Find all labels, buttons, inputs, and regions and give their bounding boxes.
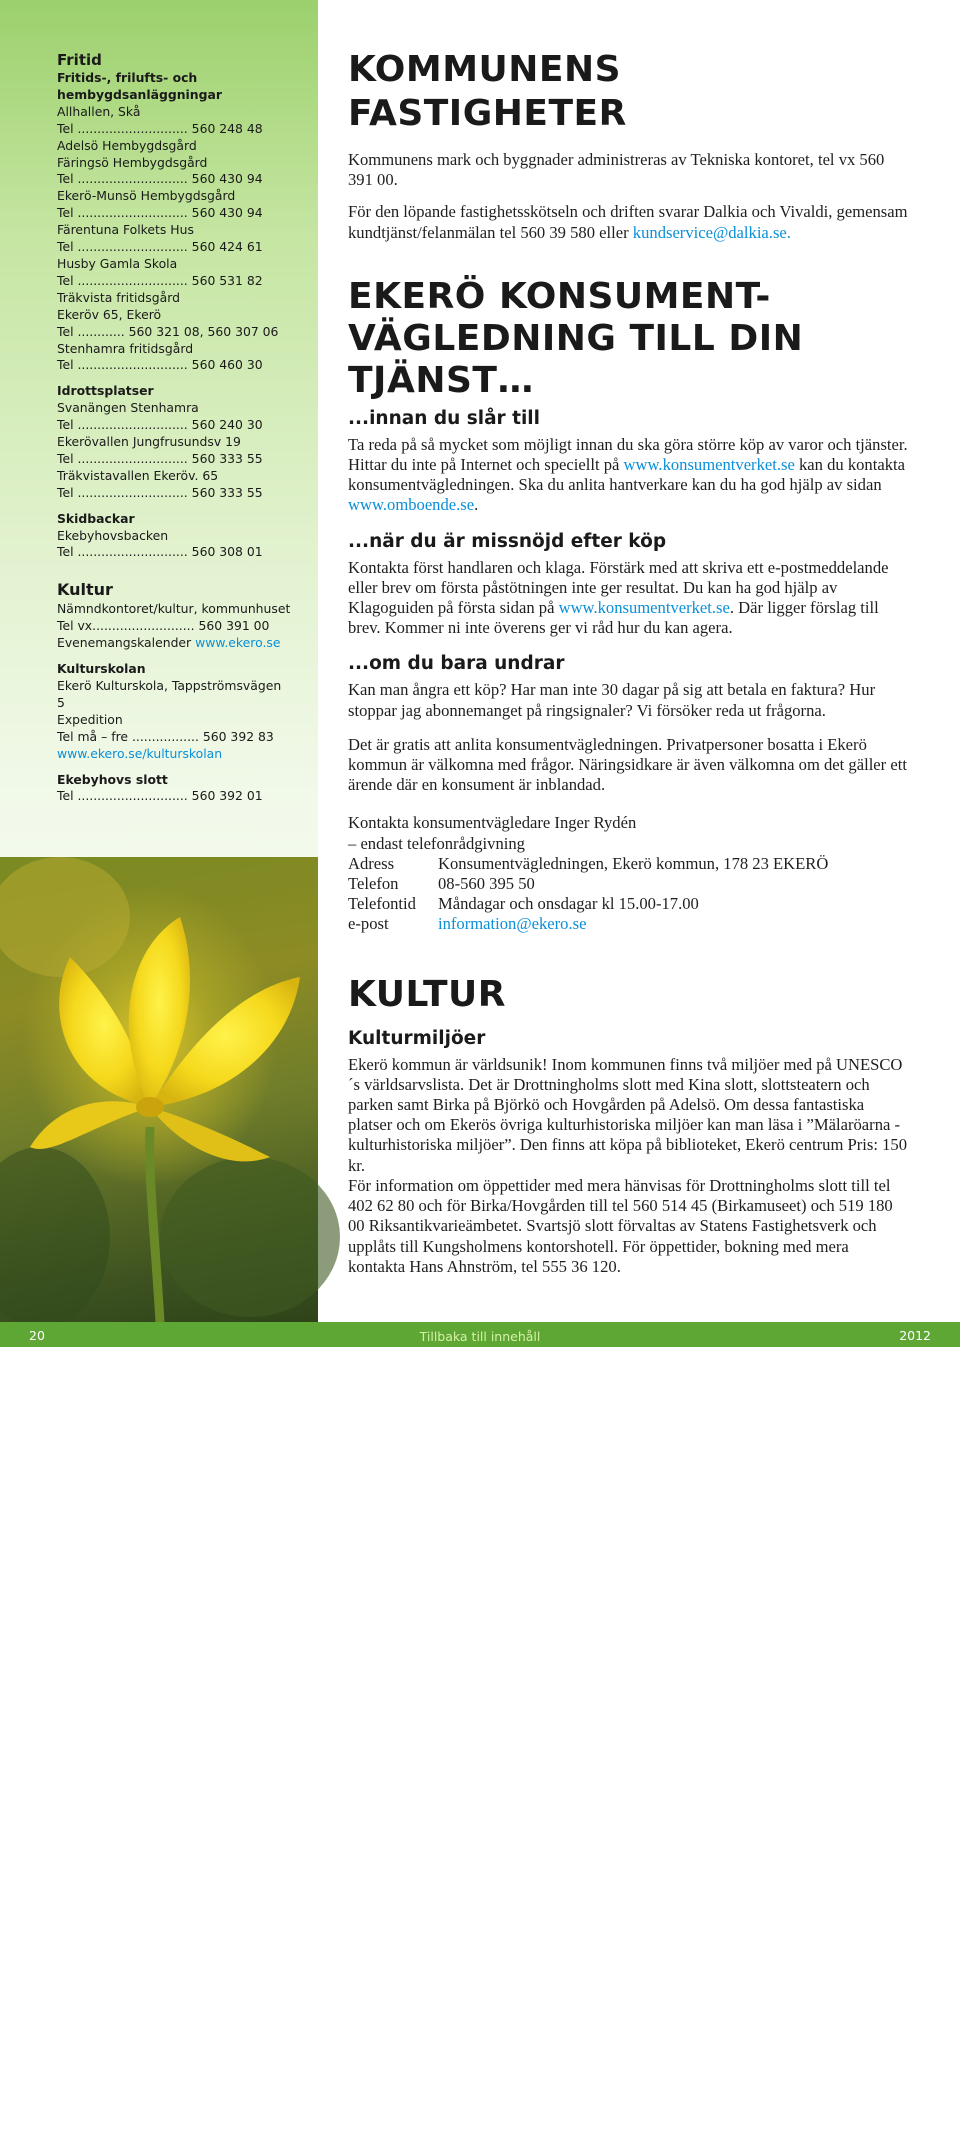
kultur-list: [57, 601, 292, 652]
missnojd-text-a: Kontakta först handlaren och klaga. Förstärk med att skriva ett e-postmeddelande eller brev om första påstötningen inte ger resultat. Du kan ha god hjälp av Klagoguiden på första sidan på: [348, 557, 889, 618]
contact-row-address: [348, 854, 908, 874]
list-line: Ekeröv 65, Ekerö: [57, 306, 162, 322]
list-line: Tel ............................ 560 430 94: [57, 205, 263, 221]
kultur-title: KULTUR: [348, 973, 506, 1015]
list-line: Färentuna Folkets Hus: [57, 222, 194, 238]
kulturmiljoer-subheading: Kulturmiljöer: [348, 1027, 486, 1049]
main-content: [348, 48, 908, 1277]
innan-subheading: ...innan du slår till: [348, 407, 540, 429]
back-to-contents-link[interactable]: Tillbaka till innehåll: [419, 1329, 541, 1344]
list-line: Tel ............................ 560 333 55: [57, 484, 263, 500]
konsumentvagledning-title-line1: EKERÖ KONSUMENT-: [348, 275, 771, 317]
fastigheter-text: För den löpande fastighetsskötseln och driften svarar Dalkia och Vivaldi, gemensam kundtjänst/felanmälan tel 560 39 580 eller: [348, 202, 908, 242]
flower-illustration: [0, 857, 318, 1322]
fastigheter-title: KOMMUNENS FASTIGHETER: [348, 49, 627, 134]
list-line: Nämndkontoret/kultur, kommunhuset: [57, 601, 291, 617]
contact-row-hours: [348, 894, 908, 914]
contact-email-link[interactable]: information@ekero.se: [438, 914, 587, 934]
kulturskolan-link[interactable]: www.ekero.se/kulturskolan: [57, 745, 223, 761]
list-line: Tel ............................ 560 430 94: [57, 171, 263, 187]
ekero-website-link[interactable]: www.ekero.se: [195, 635, 281, 651]
kultur-paragraph-1: Ekerö kommun är världsunik! Inom kommunen finns två miljöer med på UNESCO´s världsarvslista. Det är Drottningholms slott med Kina slott, slottsteatern och parken samt Birka på Björkö och Hovgården på Adelsö. Om dessa fantastiska platser och om Ekerös övriga kulturhistoriska miljöer kan man läsa i ”Mälaröarna - kulturhistoriska miljöer”. Den finns att köpa på biblioteket, Ekerö centrum Pris: 150 kr.: [348, 1054, 908, 1175]
photo-credit: Fotograf: Peter Bratt-StudioBratt: [292, 1938, 306, 2132]
fastigheter-paragraph-2: [348, 202, 908, 242]
kultur-paragraph-2: För information om öppettider med mera hänvisas för Drottningholms slott till tel 402 62 80 och för Birka/Hovgården till tel 560 514 45 (Birkamuseet) och 519 180 00 Riksantikvarieämbetet. Svartsjö slott förvaltas av Statens Fastighetsverk och upplåts till Kungsholmens kontorshotell. För öppettider, bokning med mera kontakta Hans Ahnström, tel 555 36 120.: [348, 1175, 893, 1276]
undrar-paragraph-1: Kan man ångra ett köp? Har man inte 30 dagar på sig att betala en faktura? Hur stoppar jag abonnemanget på ringsignaler? Vi försöker reda ut frågorna.: [348, 680, 876, 720]
konsumentverket-link[interactable]: www.konsumentverket.se: [623, 455, 795, 475]
list-line: Ekerövallen Jungfrusundsv 19: [57, 434, 241, 450]
contact-key: Telefontid: [348, 894, 416, 914]
undrar-paragraph-2: Det är gratis att anlita konsumentvägledningen. Privatpersoner bosatta i Ekerö kommun är välkomna med frågor. Näringsidkare är även välkomna om det gäller ett ärende där en konsument är inblandad.: [348, 734, 907, 795]
contact-row-email: [348, 914, 908, 934]
list-line: Tel ............ 560 321 08, 560 307 06: [57, 323, 279, 339]
skid-list: [57, 528, 292, 562]
page-number: 20: [29, 1328, 45, 1343]
kulturskolan-list: [57, 678, 292, 763]
innan-paragraph: [348, 435, 908, 516]
list-line: Färingsö Hembygdsgård: [57, 154, 208, 170]
list-line: Tel vx.......................... 560 391 00: [57, 618, 270, 634]
contact-row-phone: [348, 874, 908, 894]
list-line: Tel ............................ 560 531 82: [57, 272, 263, 288]
list-line: Expedition: [57, 711, 123, 727]
kultur-heading: Kultur: [57, 580, 113, 600]
sidebar-listing: [57, 50, 292, 805]
list-line: Träkvista fritidsgård: [57, 289, 180, 305]
page-footer: [0, 1322, 960, 1347]
idrott-list: [57, 400, 292, 501]
konsumentvagledning-title-line2: VÄGLEDNING TILL DIN TJÄNST…: [348, 317, 804, 401]
ekebyhov-heading: Ekebyhovs slott: [57, 771, 168, 787]
evenemang-line: [57, 635, 292, 652]
missnojd-text-b: . Där ligger förslag till brev. Kommer ni inte överens ger vi råd hur du kan agera.: [348, 598, 879, 638]
list-line: Tel ............................ 560 308 01: [57, 544, 263, 560]
konsumentverket-link-2[interactable]: www.konsumentverket.se: [558, 598, 730, 618]
list-line: Adelsö Hembygdsgård: [57, 137, 197, 153]
list-line: Träkvistavallen Ekeröv. 65: [57, 467, 219, 483]
evenemang-label: Evenemangskalender: [57, 635, 196, 651]
contact-key: e-post: [348, 914, 389, 934]
list-line: Husby Gamla Skola: [57, 255, 178, 271]
fastigheter-paragraph-1: Kommunens mark och byggnader administreras av Tekniska kontoret, tel vx 560 391 00.: [348, 150, 885, 190]
fritid-heading: Fritid: [57, 51, 102, 69]
skid-heading: Skidbackar: [57, 510, 135, 526]
list-line: Tel ............................ 560 392 01: [57, 788, 263, 804]
omboende-link[interactable]: www.omboende.se: [348, 495, 475, 515]
missnojd-paragraph: [348, 558, 908, 639]
list-line: Tel ............................ 560 460 30: [57, 357, 263, 373]
list-line: Svanängen Stenhamra: [57, 400, 199, 416]
fritid-list: [57, 104, 292, 375]
innan-text-a: Ta reda på så mycket som möjligt innan du ska göra större köp av varor och tjänster. Hittar du inte på Internet och speciellt på: [348, 434, 908, 475]
footer-year: 2012: [899, 1328, 931, 1343]
innan-text-c: .: [474, 495, 479, 515]
innan-text-b: kan du kontakta konsumentvägledningen. Ska du anlita hantverkare kan du ha god hjälp av sidan: [348, 455, 905, 495]
list-line: Tel ............................ 560 248 48: [57, 120, 263, 136]
list-line: Tel må – fre ................. 560 392 83: [57, 728, 274, 744]
contact-key: Adress: [348, 853, 395, 873]
missnojd-subheading: ...när du är missnöjd efter köp: [348, 530, 667, 552]
list-line: Allhallen, Skå: [57, 103, 141, 119]
sidebar-panel: [0, 0, 318, 2132]
list-line: Ekerö-Munsö Hembygdsgård: [57, 188, 236, 204]
list-line: Tel ............................ 560 240 30: [57, 417, 263, 433]
list-line: Ekebyhovsbacken: [57, 527, 169, 543]
contact-intro: Kontakta konsumentvägledare Inger Rydén: [348, 813, 637, 833]
list-line: Stenhamra fritidsgård: [57, 340, 194, 356]
contact-block: [348, 813, 908, 934]
fritid-subheading: Fritids-, frilufts- och hembygdsanläggningar: [57, 70, 222, 102]
list-line: Ekerö Kulturskola, Tappströmsvägen 5: [57, 678, 282, 710]
list-line: Tel ............................ 560 333 55: [57, 450, 263, 466]
kulturskolan-heading: Kulturskolan: [57, 661, 146, 677]
list-line: Tel ............................ 560 424 61: [57, 239, 263, 255]
kundservice-email-link[interactable]: kundservice@dalkia.se.: [632, 222, 791, 242]
idrott-heading: Idrottsplatser: [57, 383, 154, 399]
contact-value: 08-560 395 50: [438, 874, 535, 894]
contact-value: Måndagar och onsdagar kl 15.00-17.00: [438, 894, 699, 914]
contact-value: Konsumentvägledningen, Ekerö kommun, 178 23 EKERÖ: [438, 853, 829, 873]
undrar-subheading: ...om du bara undrar: [348, 653, 565, 675]
contact-note: – endast telefonrådgivning: [348, 833, 525, 853]
contact-key: Telefon: [348, 874, 399, 894]
